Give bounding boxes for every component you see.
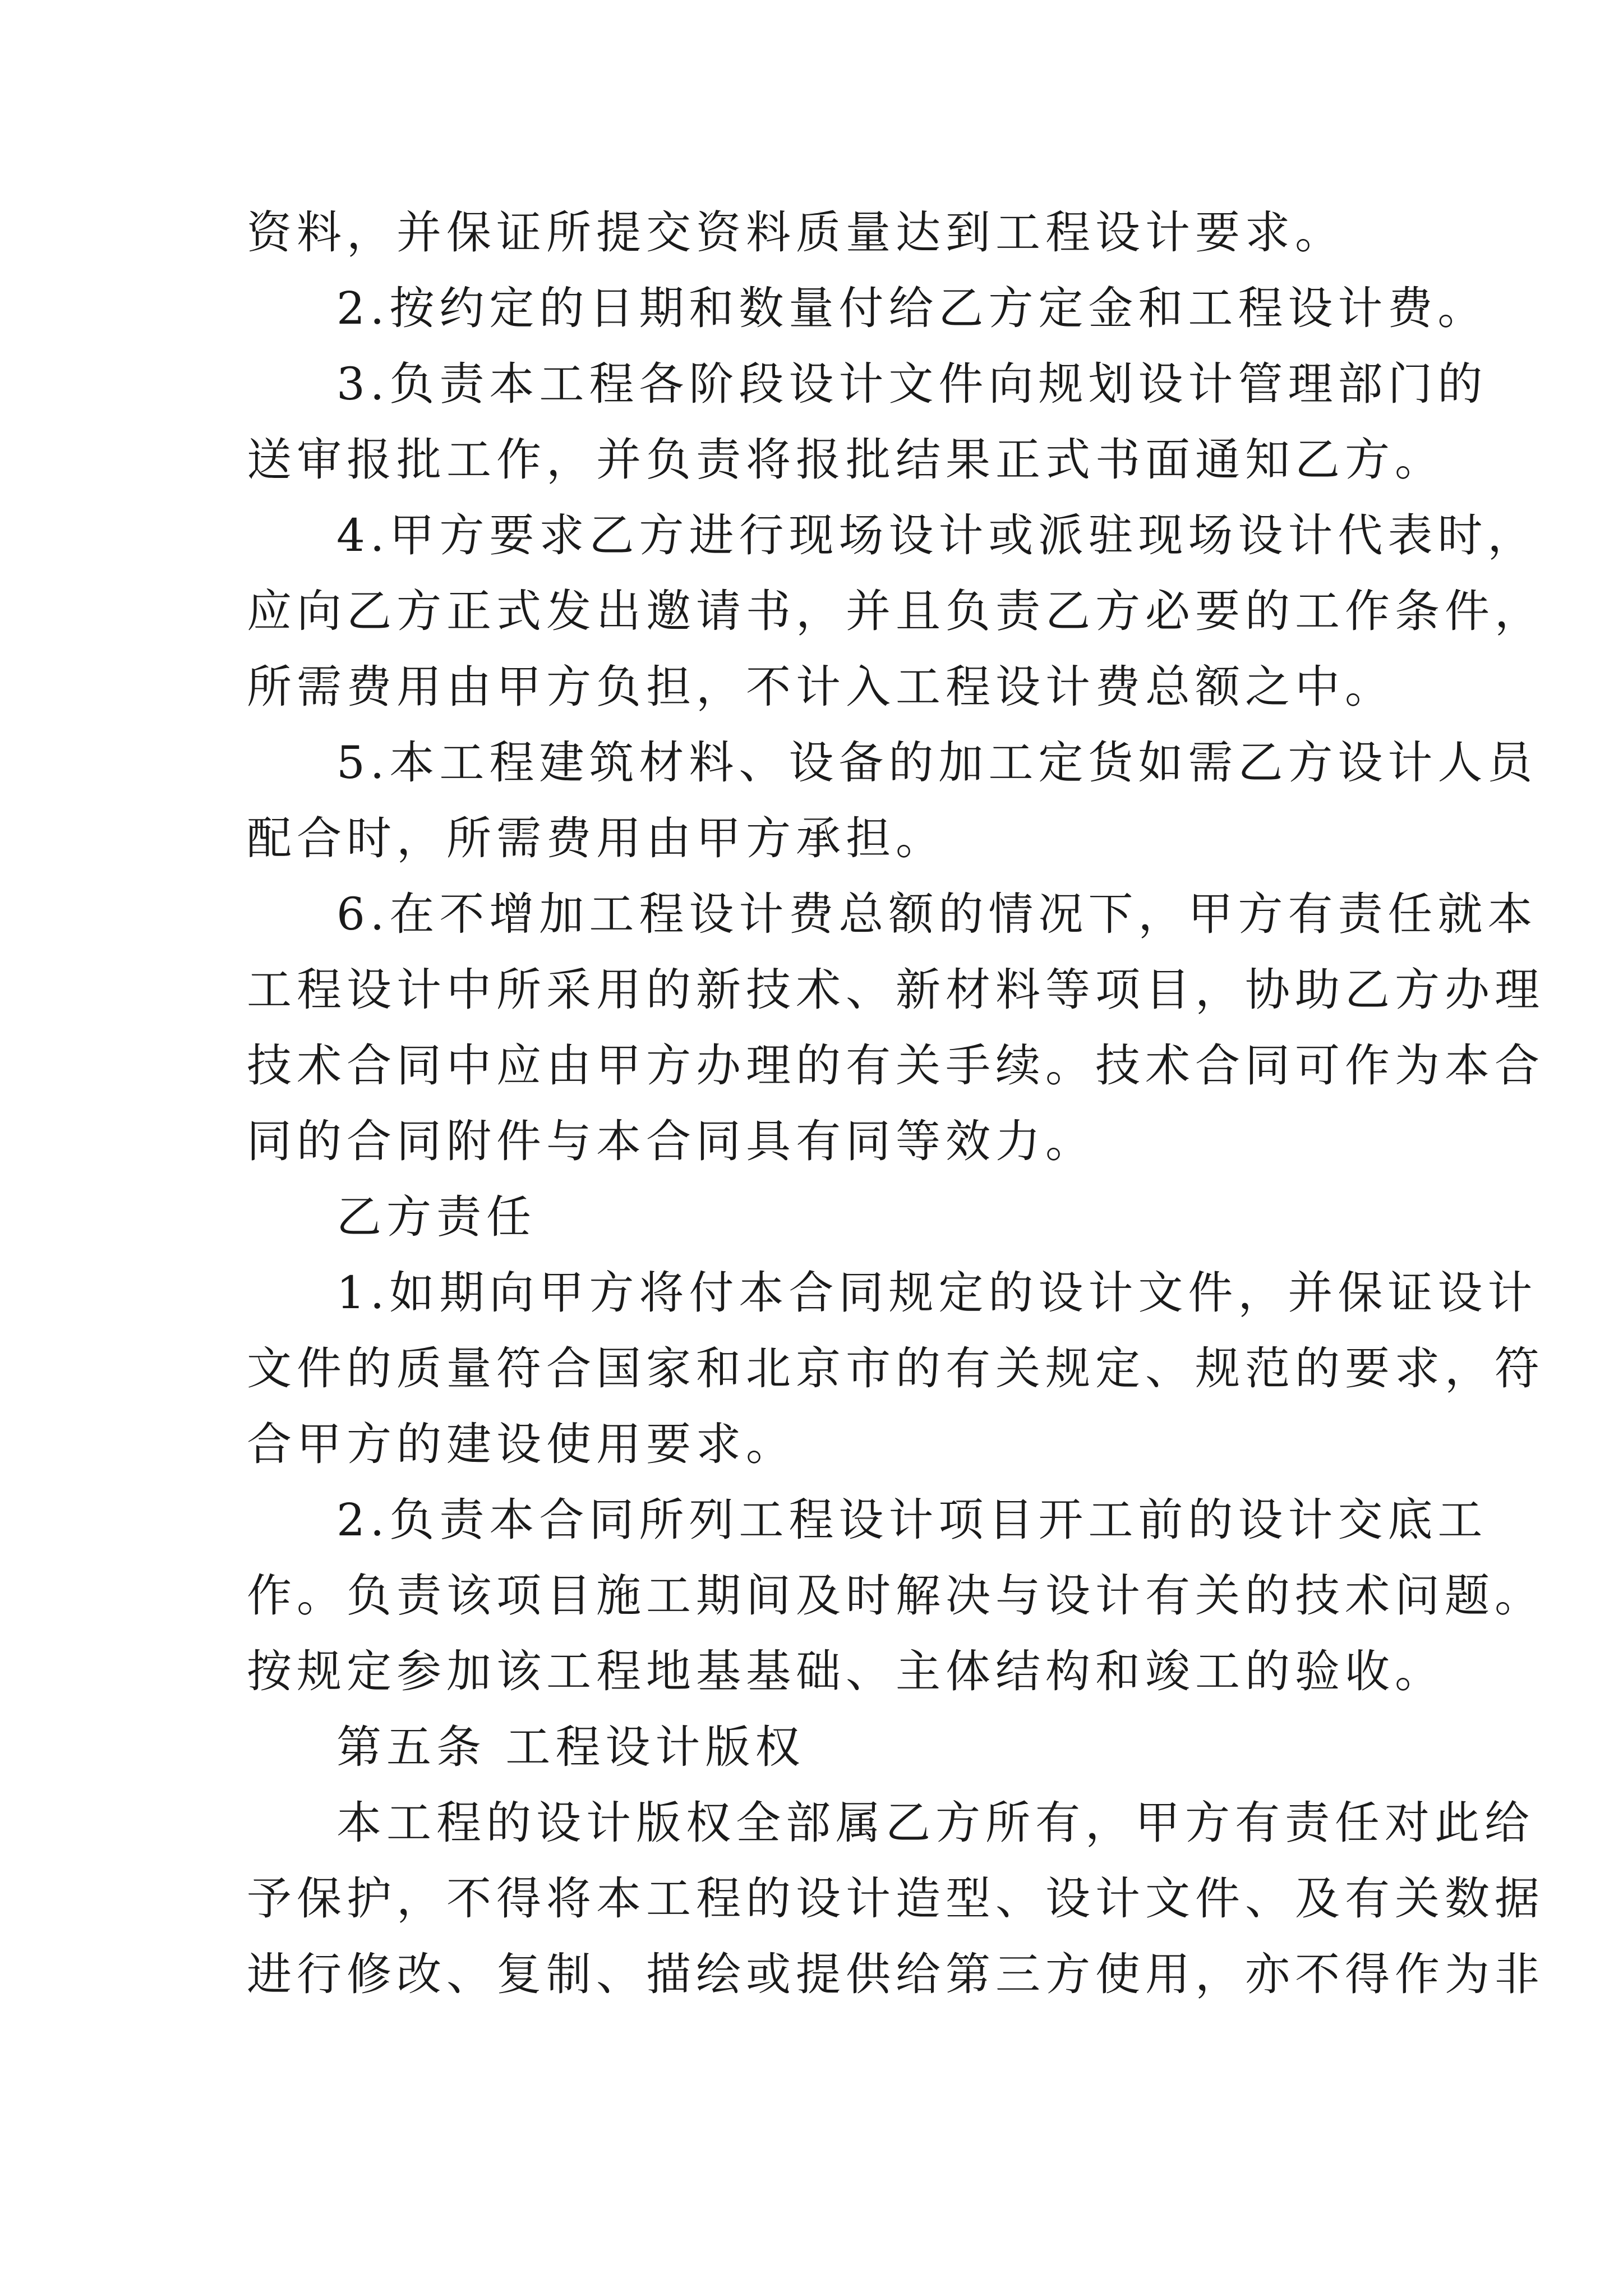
section-heading: 乙方责任 — [336, 1191, 536, 1243]
text-line: 6.在不增加工程设计费总额的情况下，甲方有责任就本 — [336, 888, 1538, 940]
text-line: 同的合同附件与本合同具有同等效力。 — [247, 1115, 1095, 1167]
text-line: 本工程的设计版权全部属乙方所有，甲方有责任对此给 — [336, 1797, 1534, 1849]
article-heading: 第五条 工程设计版权 — [336, 1721, 805, 1773]
text-line: 资料，并保证所提交资料质量达到工程设计要求。 — [247, 206, 1345, 259]
text-line: 作。负责该项目施工期间及时解决与设计有关的技术问题。 — [247, 1570, 1544, 1622]
text-line: 工程设计中所采用的新技术、新材料等项目，协助乙方办理 — [247, 964, 1544, 1016]
text-line: 文件的质量符合国家和北京市的有关规定、规范的要求，符 — [247, 1342, 1544, 1395]
text-line: 2.按约定的日期和数量付给乙方定金和工程设计费。 — [336, 282, 1488, 334]
text-line: 应向乙方正式发出邀请书，并且负责乙方必要的工作条件， — [247, 585, 1544, 637]
text-line: 按规定参加该工程地基基础、主体结构和竣工的验收。 — [247, 1645, 1445, 1697]
text-line: 3.负责本工程各阶段设计文件向规划设计管理部门的 — [336, 358, 1488, 410]
text-line: 配合时，所需费用由甲方承担。 — [247, 812, 946, 864]
text-line: 送审报批工作，并负责将报批结果正式书面通知乙方。 — [247, 434, 1445, 486]
text-line: 合甲方的建设使用要求。 — [247, 1418, 796, 1470]
text-line: 1.如期向甲方将付本合同规定的设计文件，并保证设计 — [336, 1267, 1538, 1319]
text-line: 进行修改、复制、描绘或提供给第三方使用，亦不得作为非 — [247, 1948, 1544, 2000]
text-line: 技术合同中应由甲方办理的有关手续。技术合同可作为本合 — [247, 1039, 1544, 1092]
text-line: 2.负责本合同所列工程设计项目开工前的设计交底工 — [336, 1494, 1488, 1546]
text-line: 所需费用由甲方负担，不计入工程设计费总额之中。 — [247, 661, 1395, 713]
text-line: 5.本工程建筑材料、设备的加工定货如需乙方设计人员 — [336, 737, 1538, 789]
text-line: 予保护，不得将本工程的设计造型、设计文件、及有关数据 — [247, 1872, 1544, 1925]
text-line: 4.甲方要求乙方进行现场设计或派驻现场设计代表时， — [336, 509, 1538, 562]
